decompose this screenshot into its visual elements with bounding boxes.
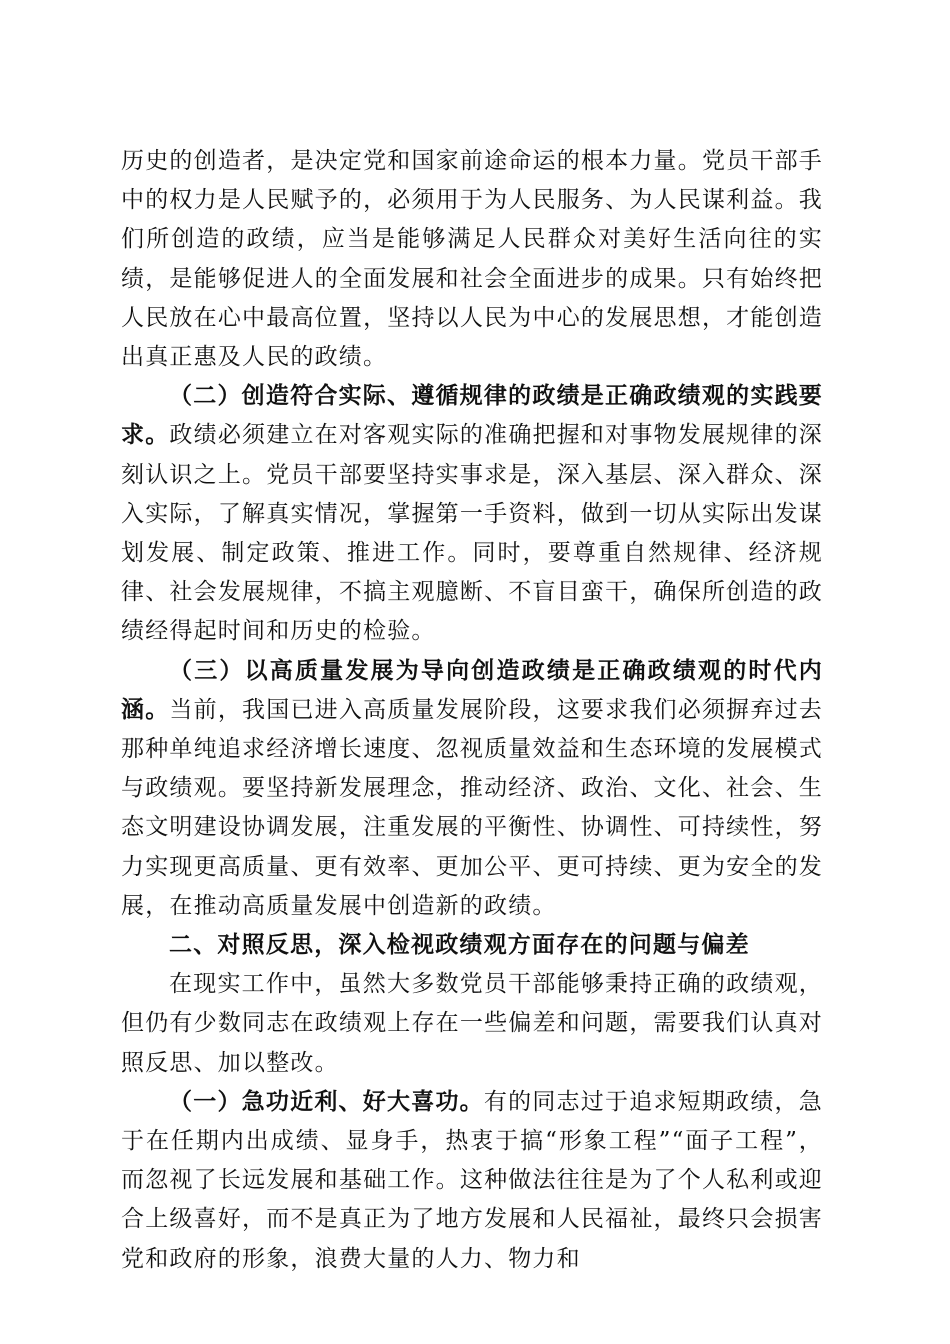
paragraph-body: 有的同志过于追求短期政绩，急于在任期内出成绩、显身手，热衷于搞“形象工程”“面子工程”，而忽视了长远发展和基础工作。这种做法往往是为了个人私利或迎合上级喜好，而不是真正为了地方发展和人民福祉，最终只会损害党和政府的形象，浪费大量的人力、物力和 <box>121 1088 823 1272</box>
section-intro: 在现实工作中，虽然大多数党员干部能够秉持正确的政绩观，但仍有少数同志在政绩观上存在一些偏差和问题，需要我们认真对照反思、加以整改。 <box>121 971 823 1076</box>
paragraph-body: 历史的创造者，是决定党和国家前途命运的根本力量。党员干部手中的权力是人民赋予的，必须用于为人民服务、为人民谋利益。我们所创造的政绩，应当是能够满足人民群众对美好生活向往的实绩，是能够促进人的全面发展和社会全面进步的成果。只有始终把人民放在心中最高位置，坚持以人民为中心的发展思想，才能创造出真正惠及人民的政绩。 <box>121 148 823 371</box>
section-heading: 二、对照反思，深入检视政绩观方面存在的问题与偏差 <box>169 932 750 959</box>
paragraph-body: 政绩必须建立在对客观实际的准确把握和对事物发展规律的深刻认识之上。党员干部要坚持实事求是，深入基层、深入群众、深入实际，了解真实情况，掌握第一手资料，做到一切从实际出发谋划发展、制定政策、推进工作。同时，要尊重自然规律、经济规律、社会发展规律，不搞主观臆断、不盲目蛮干，确保所创造的政绩经得起时间和历史的检验。 <box>121 422 823 645</box>
paragraph-practical-requirement <box>121 377 823 651</box>
paragraph-lead: （二）创造符合实际、遵循规律的政绩是正确政绩观的实践要求。 <box>121 383 823 449</box>
paragraph-high-quality-development <box>121 652 823 926</box>
paragraph-lead: （三）以高质量发展为导向创造政绩是正确政绩观的时代内涵。 <box>121 657 823 723</box>
paragraph-body: 当前，我国已进入高质量发展阶段，这要求我们必须摒弃过去那种单纯追求经济增长速度、忽视质量效益和生态环境的发展模式与政绩观。要坚持新发展理念，推动经济、政治、文化、社会、生态文明建设协调发展，注重发展的平衡性、协调性、可持续性，努力实现更高质量、更有效率、更加公平、更可持续、更为安全的发展，在推动高质量发展中创造新的政绩。 <box>121 696 823 919</box>
document-page <box>121 142 823 1279</box>
paragraph-people-centered <box>121 142 823 377</box>
paragraph-problem-1 <box>121 1083 823 1279</box>
paragraph-lead: （一）急功近利、好大喜功。 <box>169 1088 484 1115</box>
